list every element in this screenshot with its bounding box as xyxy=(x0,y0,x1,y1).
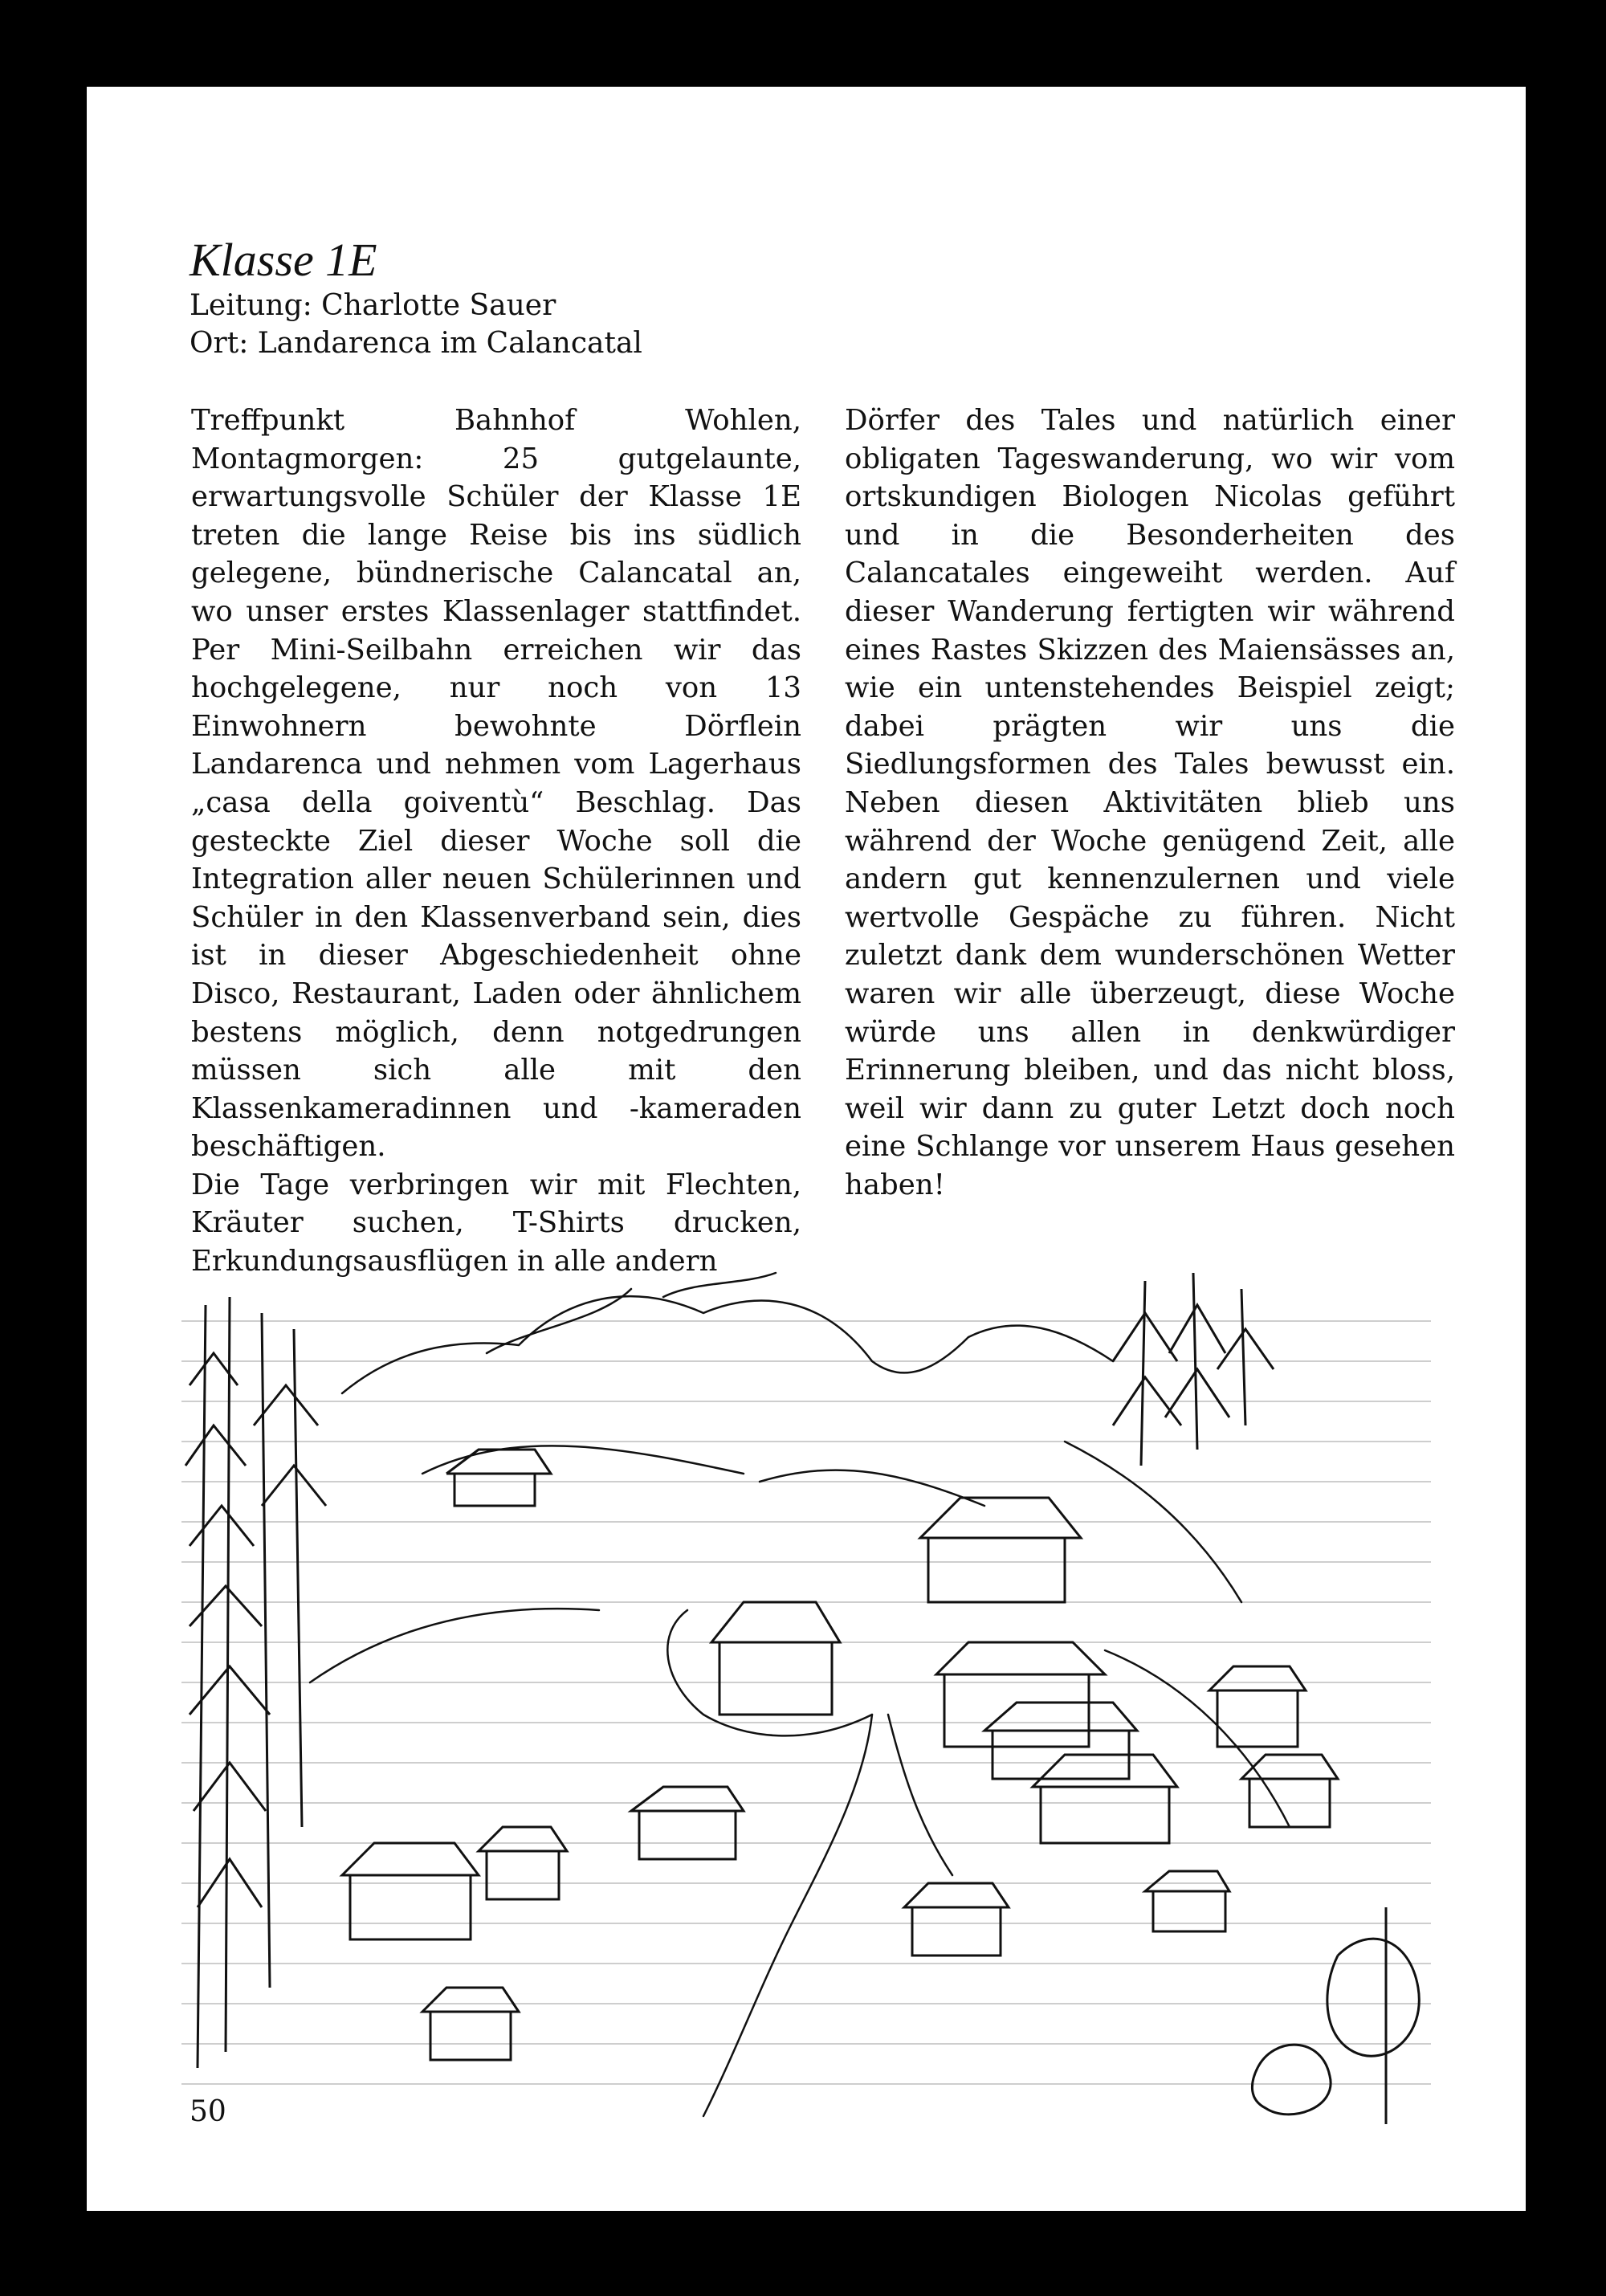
house xyxy=(342,1843,479,1939)
house xyxy=(479,1827,567,1899)
tree-cluster-right xyxy=(1113,1273,1419,2124)
right-column xyxy=(845,402,1455,1204)
house-group xyxy=(342,1450,1338,2060)
page-number: 50 xyxy=(190,2095,226,2128)
path-line xyxy=(667,1610,872,1735)
house xyxy=(904,1883,1009,1955)
ruled-lines xyxy=(181,1321,1431,2084)
body-paragraph: Dörfer des Tales und natürlich einer obligaten Tageswanderung, wo wir vom ortskundigen Biologen Nicolas geführt und in die Besonderheiten des Calancatales eingeweiht werden. Auf dieser Wanderung fertigten wir während eines Rastes Skizzen des Maiensässes an, wie ein untenstehendes Beispiel zeigt; dabei prägten wir uns die Siedlungsformen des Tales bewusst ein. Neben diesen Aktivitäten blieb uns während der Woche genügend Zeit, alle andern gut kennenzulernen und viele wertvolle Gespäche zu führen. Nicht zuletzt dank dem wunderschönen Wetter waren wir alle überzeugt, diese Woche würde uns allen in denkwürdiger Erinnerung bleiben, und das nicht bloss, weil wir dann zu guter Letzt doch noch eine Schlange vor unserem Haus gesehen haben! xyxy=(845,404,1455,1201)
path-line xyxy=(888,1715,952,1875)
house xyxy=(711,1602,840,1715)
leader-line: Leitung: Charlotte Sauer xyxy=(190,289,556,322)
class-title: Klasse 1E xyxy=(190,234,377,286)
house xyxy=(1241,1755,1338,1827)
house xyxy=(631,1787,744,1859)
village-sketch xyxy=(181,1265,1431,2131)
body-paragraph: Treffpunkt Bahnhof Wohlen, Montagmorgen: 25 gutgelaunte, erwartungsvolle Schüler der Klasse 1E treten die lange Reise bis ins südlich gelegene, bündnerische Calancatal an, wo unser erstes Klassenlager stattfindet. Per Mini-Seilbahn erreichen wir das hochgelegene, nur noch von 13 Einwohnern bewohnte Dörflein Landarenca und nehmen vom Lagerhaus „casa della goiventù“ Beschlag. Das gesteckte Ziel dieser Woche soll die Integration aller neuen Schülerinnen und Schüler in den Klassenverband sein, dies ist in dieser Abgeschiedenheit ohne Disco, Restaurant, Laden oder ähnlichem bestens möglich, denn notgedrungen müssen sich alle mit den Klassenkameradinnen und -kameraden beschäftigen. xyxy=(191,404,801,1164)
house xyxy=(920,1498,1081,1602)
mountain-ridge xyxy=(342,1296,1113,1393)
left-column xyxy=(191,402,801,1281)
document-page xyxy=(87,87,1526,2211)
location-line: Ort: Landarenca im Calancatal xyxy=(190,327,642,360)
path-line xyxy=(703,1715,872,2116)
house xyxy=(984,1703,1137,1779)
mountain-ridge xyxy=(487,1273,776,1353)
house xyxy=(422,1988,519,2060)
house xyxy=(1145,1871,1229,1931)
heading-block xyxy=(190,234,642,362)
house xyxy=(1033,1755,1177,1843)
house xyxy=(1209,1666,1306,1747)
body-paragraph: Die Tage verbringen wir mit Flechten, Kräuter suchen, T-Shirts drucken, Erkundungsausflügen in alle andern xyxy=(191,1168,801,1279)
